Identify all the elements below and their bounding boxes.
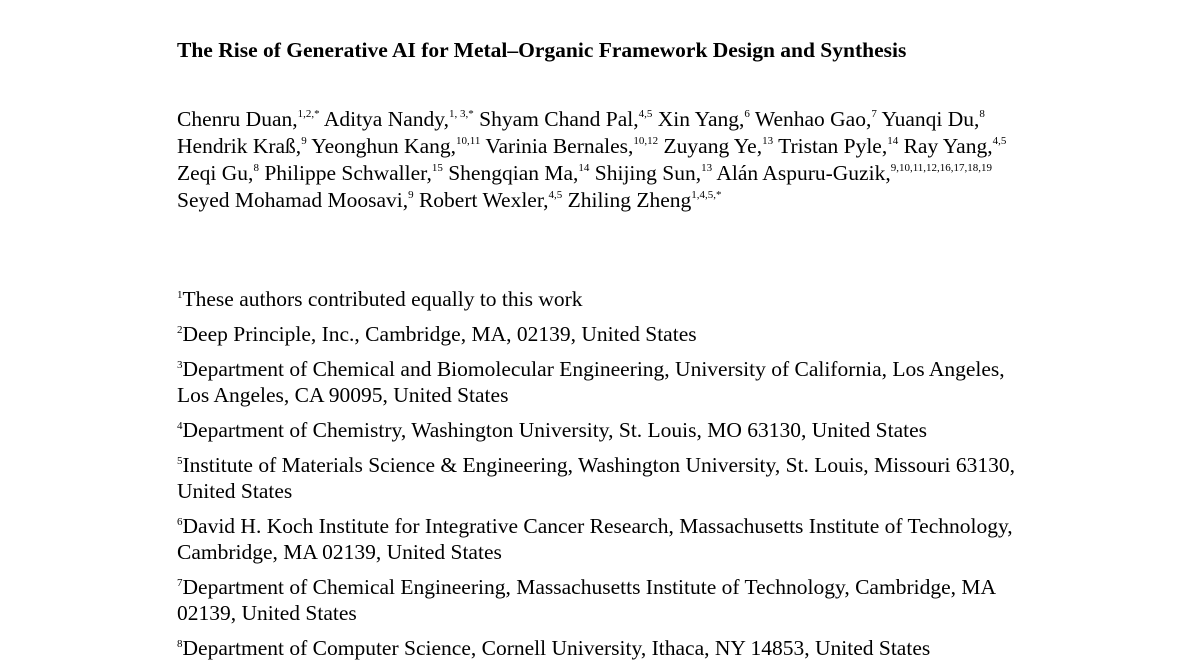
affiliation-number: 4 — [177, 420, 183, 432]
author-list — [177, 106, 1017, 214]
author: Seyed Mohamad Moosavi,$^9$ — [177, 188, 414, 212]
affiliation: $^7$Department of Chemical Engineering, Massachusetts Institute of Technology, Cambridge, MA 02139, United States — [177, 575, 995, 625]
author: Shengqian Ma,$^{14}$ — [448, 161, 590, 185]
affiliation: $^4$Department of Chemistry, Washington University, St. Louis, MO 63130, United States — [177, 418, 928, 442]
affiliation: $^1$These authors contributed equally to this work — [177, 287, 583, 311]
author-affiliation-marker: 1,4,5,* — [691, 189, 722, 201]
author: Chenru Duan,$^{1,2,*}$ — [177, 107, 320, 131]
author: Xin Yang,$^6$ — [657, 107, 750, 131]
author-affiliation-marker: 15 — [431, 162, 443, 174]
author: Tristan Pyle,$^{14}$ — [778, 134, 899, 158]
affiliation: $^2$Deep Principle, Inc., Cambridge, MA, 02139, United States — [177, 322, 697, 346]
author-affiliation-marker: 13 — [762, 135, 774, 147]
affiliation: $^3$Department of Chemical and Biomolecular Engineering, University of California, Los Angeles, Los Angeles, CA 90095, United States — [177, 357, 1005, 407]
paper-title: The Rise of Generative AI for Metal–Organic Framework Design and Synthesis — [177, 38, 907, 62]
author: Yeonghun Kang,$^{10,11}$ — [311, 134, 481, 158]
author-affiliation-marker: 9 — [408, 189, 414, 201]
author-affiliation-marker: 4,5 — [638, 108, 653, 120]
affiliation-number: 1 — [177, 289, 183, 301]
affiliation-number: 7 — [177, 577, 183, 589]
author-affiliation-marker: 4,5 — [548, 189, 563, 201]
affiliation: $^8$Department of Computer Science, Cornell University, Ithaca, NY 14853, United States — [177, 636, 931, 660]
author: Yuanqi Du,$^8$ — [881, 107, 985, 131]
author-affiliation-marker: 10,11 — [456, 135, 481, 147]
author-affiliation-marker: 9 — [301, 135, 307, 147]
author: Zhiling Zheng$^{1,4,5,*}$ — [567, 188, 722, 212]
affiliation: $^6$David H. Koch Institute for Integrative Cancer Research, Massachusetts Institute of Technology, Cambridge, MA 02139, United States — [177, 514, 1013, 564]
author: Robert Wexler,$^{4,5}$ — [418, 188, 563, 212]
author-affiliation-marker: 13 — [701, 162, 713, 174]
author: Wenhao Gao,$^7$ — [754, 107, 877, 131]
author-affiliation-marker: 8 — [253, 162, 259, 174]
author: Zuyang Ye,$^{13}$ — [663, 134, 774, 158]
author: Zeqi Gu,$^8$ — [177, 161, 259, 185]
author: Ray Yang,$^{4,5}$ — [903, 134, 1007, 158]
author-affiliation-marker: 4,5 — [992, 135, 1007, 147]
author-affiliation-marker: 10,12 — [633, 135, 659, 147]
author-affiliation-marker: 9,10,11,12,16,17,18,19 — [890, 162, 993, 174]
affiliation-number: 8 — [177, 638, 183, 650]
author: Shyam Chand Pal,$^{4,5}$ — [479, 107, 653, 131]
affiliation-number: 3 — [177, 359, 183, 371]
author-affiliation-marker: 1,2,* — [297, 108, 320, 120]
author: Alán Aspuru-Guzik,$^{9,10,11,12,16,17,18,19}$ — [716, 161, 993, 185]
author: Varinia Bernales,$^{10,12}$ — [485, 134, 659, 158]
affiliation-number: 5 — [177, 455, 183, 467]
author-affiliation-marker: 1, 3,* — [449, 108, 474, 120]
author-affiliation-marker: 7 — [871, 108, 877, 120]
author-affiliation-marker: 6 — [744, 108, 750, 120]
affiliation-number: 6 — [177, 516, 183, 528]
author: Shijing Sun,$^{13}$ — [594, 161, 713, 185]
author-affiliation-marker: 8 — [979, 108, 985, 120]
author: Hendrik Kraß,$^9$ — [177, 134, 307, 158]
author: Philippe Schwaller,$^{15}$ — [264, 161, 443, 185]
affiliation: $^5$Institute of Materials Science & Engineering, Washington University, St. Louis, Missouri 63130, United States — [177, 453, 1015, 503]
author: Aditya Nandy,$^{1, 3,*}$ — [323, 107, 474, 131]
author-affiliation-marker: 14 — [887, 135, 899, 147]
affiliation-number: 2 — [177, 324, 183, 336]
author-affiliation-marker: 14 — [578, 162, 590, 174]
affiliation-list — [177, 286, 1017, 670]
